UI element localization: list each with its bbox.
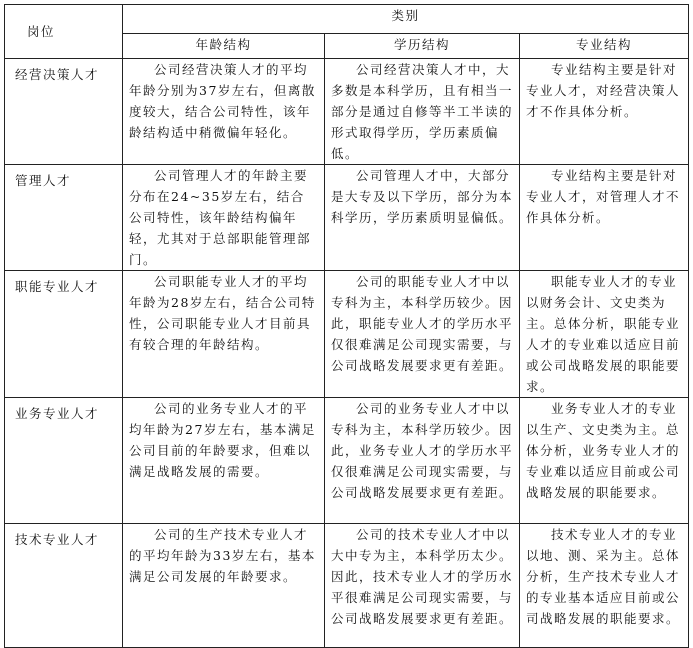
cell-education: 公司的技术专业人才中以大中专为主，本科学历太少。因此，技术专业人才的学历水平很难满足公司现实需要，与公司战略发展要求更有差距。	[325, 524, 520, 648]
header-category: 类别	[123, 5, 689, 34]
row-post-label: 技术专业人才	[5, 524, 123, 648]
cell-education: 公司管理人才中，大部分是大专及以下学历，部分为本科学历，学历素质明显偏低。	[325, 165, 520, 271]
cell-major: 专业结构主要是针对专业人才，对管理人才不作具体分析。	[520, 165, 689, 271]
header-education-structure: 学历结构	[325, 34, 520, 59]
table-row	[5, 165, 689, 271]
cell-education: 公司的业务专业人才中以专科为主，本科学历较少。因此，业务专业人才的学历水平仅很难满足公司现实需要，与公司战略发展要求更有差距。	[325, 398, 520, 524]
row-post-label: 经营决策人才	[5, 59, 123, 165]
cell-major: 技术专业人才的专业以地、测、采为主。总体分析，生产技术专业人才的专业基本适应目前或公司战略发展的职能要求。	[520, 524, 689, 648]
cell-major: 业务专业人才的专业以生产、文史类为主。总体分析，业务专业人才的专业难以适应目前或公司战略发展的职能要求。	[520, 398, 689, 524]
cell-age: 公司的业务专业人才的平均年龄为27岁左右，基本满足公司目前的年龄要求，但难以满足战略发展的需要。	[123, 398, 325, 524]
header-major-structure: 专业结构	[520, 34, 689, 59]
cell-age: 公司职能专业人才的平均年龄为28岁左右，结合公司特性，公司职能专业人才目前具有较合理的年龄结构。	[123, 271, 325, 398]
table-row	[5, 524, 689, 648]
cell-age: 公司经营决策人才的平均年龄分别为37岁左右，但离散度较大，结合公司特性，该年龄结构适中稍微偏年轻化。	[123, 59, 325, 165]
cell-education: 公司经营决策人才中，大多数是本科学历，且有相当一部分是通过自修等半工半读的形式取得学历，学历素质偏低。	[325, 59, 520, 165]
header-age-structure: 年龄结构	[123, 34, 325, 59]
header-post: 岗位	[5, 5, 123, 59]
cell-age: 公司管理人才的年龄主要分布在24~35岁左右，结合公司特性，该年龄结构偏年轻，尤其对于总部职能管理部门。	[123, 165, 325, 271]
cell-major: 职能专业人才的专业以财务会计、文史类为主。总体分析，职能专业人才的专业难以适应目前或公司战略发展的职能要求。	[520, 271, 689, 398]
row-post-label: 业务专业人才	[5, 398, 123, 524]
cell-education: 公司的职能专业人才中以专科为主，本科学历较少。因此，职能专业人才的学历水平仅很难满足公司现实需要，与公司战略发展要求更有差距。	[325, 271, 520, 398]
talent-structure-table	[4, 4, 689, 648]
row-post-label: 职能专业人才	[5, 271, 123, 398]
cell-major: 专业结构主要是针对专业人才，对经营决策人才不作具体分析。	[520, 59, 689, 165]
cell-age: 公司的生产技术专业人才的平均年龄为33岁左右，基本满足公司发展的年龄要求。	[123, 524, 325, 648]
table-row	[5, 398, 689, 524]
row-post-label: 管理人才	[5, 165, 123, 271]
table-row	[5, 59, 689, 165]
table-row	[5, 271, 689, 398]
